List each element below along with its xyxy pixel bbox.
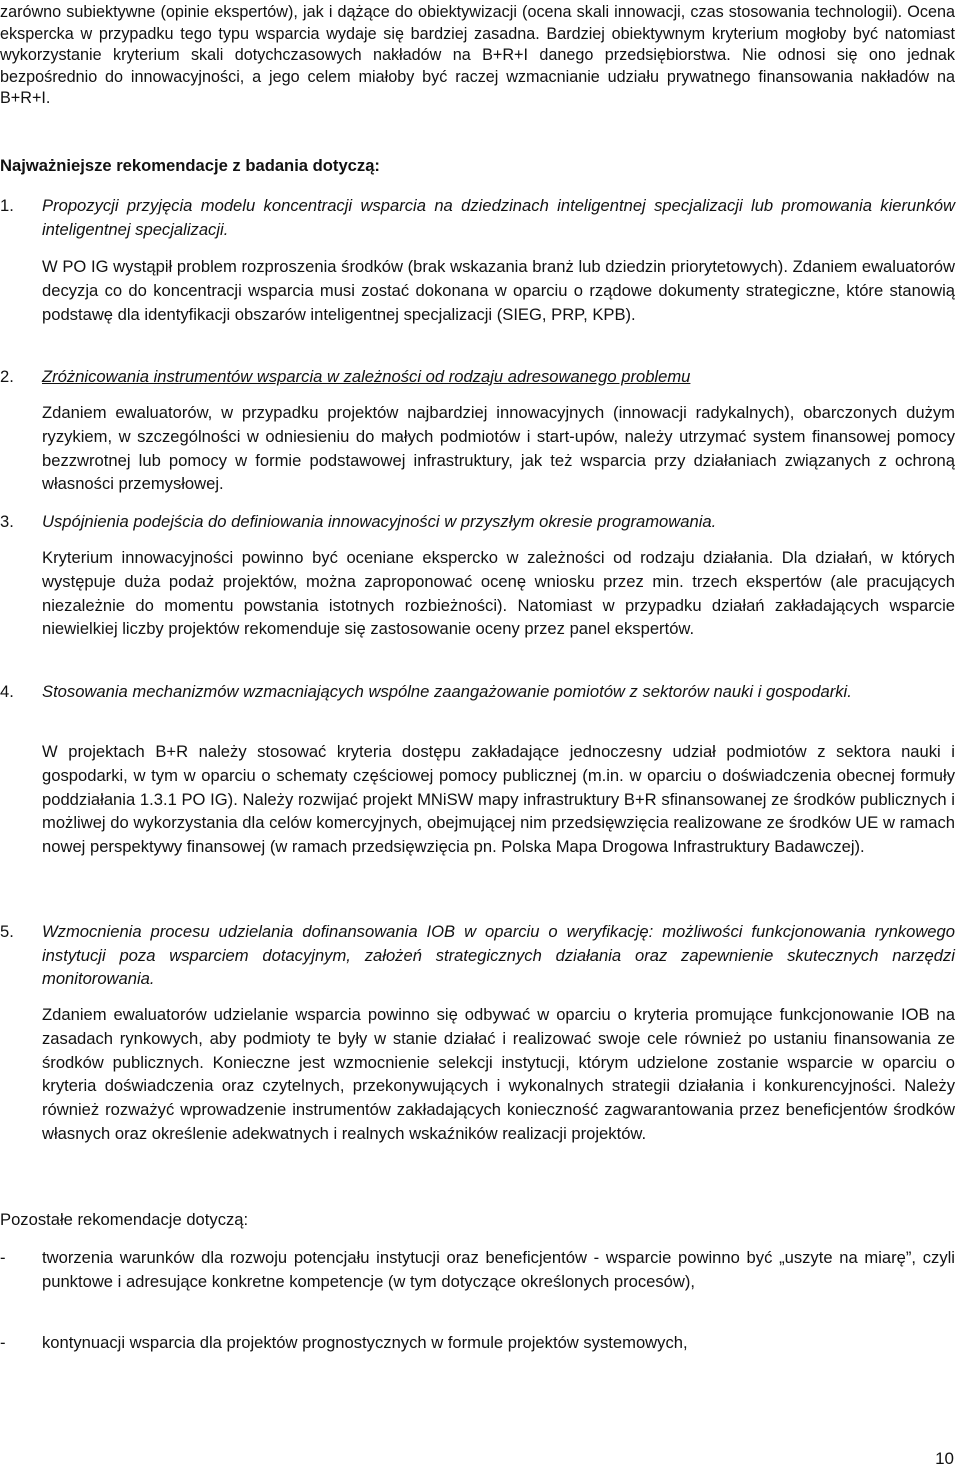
section-heading: Najważniejsze rekomendacje z badania dotyczą: <box>0 156 380 175</box>
list-item-text: kontynuacji wsparcia dla projektów prognostycznych w formule projektów systemowych, <box>42 1333 688 1352</box>
recommendation-number: 2. <box>0 367 14 386</box>
recommendation-number: 3. <box>0 512 14 531</box>
page-number: 10 <box>935 1449 954 1468</box>
list-dash: - <box>0 1248 6 1267</box>
recommendation-number: 1. <box>0 196 14 215</box>
recommendation-title: Propozycji przyjęcia modelu koncentracji wsparcia na dziedzinach inteligentnej specjalizacji lub promowania kierunków inteligentnej specjalizacji. <box>42 196 955 239</box>
recommendation-body: Zdaniem ewaluatorów, w przypadku projektów najbardziej innowacyjnych (innowacji radykalnych), obarczonych dużym ryzykiem, w szczególności w odniesieniu do małych podmiotów i start-upów, należy utrzymać system finansowej pomocy bezzwrotnej lub pomocy w formie podstawowej infrastruktury, jak też wsparcia przy działaniach związanych z ochroną własności przemysłowej. <box>42 403 955 494</box>
recommendation-body: Zdaniem ewaluatorów udzielanie wsparcia powinno się odbywać w oparciu o kryteria promujące funkcjonowanie IOB na zasadach rynkowych, aby podmioty te były w stanie działać i realizować swoje cele również po ustaniu finansowania ze środków publicznych. Konieczne jest wzmocnienie selekcji instytucji, którym udzielone zostanie wsparcie w oparciu o kryteria doświadczenia oraz czytelnych, przekonywujących i wykonalnych strategii działania i konkurencyjności. Należy również rozważyć wprowadzenie instrumentów zakładających konieczność zagwarantowania przez beneficjentów środków własnych oraz określenie adekwatnych i realnych wskaźników realizacji projektów. <box>42 1005 955 1143</box>
recommendation-title: Stosowania mechanizmów wzmacniających wspólne zaangażowanie pomiotów z sektorów nauki i gospodarki. <box>42 682 852 701</box>
recommendation-number: 4. <box>0 682 14 701</box>
recommendation-body: W projektach B+R należy stosować kryteria dostępu zakładające jednoczesny udział podmiotów z sektora nauki i gospodarki, w tym w oparciu o schematy częściowej pomocy publicznej (m.in. w oparciu o doświadczenia obecnej formuły poddziałania 1.3.1 PO IG). Należy rozwijać projekt MNiSW mapy infrastruktury B+R sfinansowanej ze środków publicznych i możliwej do wykorzystania dla celów komercyjnych, obejmującej nim przedsięwzięcia realizowane ze środków UE w ramach nowej perspektywy finansowej (w ramach przedsięwzięcia pn. Polska Mapa Drogowa Infrastruktury Badawczej). <box>42 742 955 857</box>
recommendation-body: W PO IG wystąpił problem rozproszenia środków (brak wskazania branż lub dziedzin priorytetowych). Zdaniem ewaluatorów decyzja co do koncentracji wsparcia musi zostać dokonana w oparciu o rządowe dokumenty strategiczne, które stanowią podstawę dla identyfikacji obszarów inteligentnej specjalizacji (SIEG, PRP, KPB). <box>42 257 955 324</box>
recommendation-title: Zróżnicowania instrumentów wsparcia w zależności od rodzaju adresowanego problemu <box>42 367 691 386</box>
other-recommendations-heading: Pozostałe rekomendacje dotyczą: <box>0 1210 249 1229</box>
recommendation-title: Wzmocnienia procesu udzielania dofinansowania IOB w oparciu o weryfikację: możliwości funkcjonowania rynkowego instytucji poza wsparciem dotacyjnym, założeń strategicznych działania oraz zapewnienie skutecznych narzędzi monitorowania. <box>42 922 955 989</box>
list-dash: - <box>0 1333 6 1352</box>
list-item-text: tworzenia warunków dla rozwoju potencjału instytucji oraz beneficjentów - wsparcie powinno być „uszyte na miarę”, czyli punktowe i adresujące konkretne kompetencje (w tym dotyczące określonych procesów), <box>42 1248 955 1291</box>
recommendation-body: Kryterium innowacyjności powinno być oceniane eksperckо w zależności od rodzaju działania. Dla działań, w których występuje duża podaż projektów, można zaproponować ocenę wniosku przez min. trzech ekspertów (ale pracujących niezależnie do momentu powstania istotnych rozbieżności). Natomiast w przypadku działań zakładających wsparcie niewielkiej liczby projektów rekomenduje się zastosowanie oceny przez panel ekspertów. <box>42 548 955 639</box>
intro-paragraph: zarówno subiektywne (opinie ekspertów), jak i dążące do obiektywizacji (ocena skali innowacji, czas stosowania technologii). Ocena ekspercka w przypadku tego typu wsparcia wydaje się bardziej zasadna. Bardziej obiektywnym kryterium mogłoby być natomiast wykorzystanie kryterium skali dotychczasowych nakładów na B+R+I danego przedsiębiorstwa. Nie odnosi się ono jednak bezpośrednio do innowacyjności, a jego celem miałoby być raczej wzmacnianie udziału prywatnego finansowania nakładów na B+R+I. <box>0 3 955 108</box>
recommendation-number: 5. <box>0 922 14 941</box>
recommendation-title: Uspójnienia podejścia do definiowania innowacyjności w przyszłym okresie programowania. <box>42 512 717 531</box>
